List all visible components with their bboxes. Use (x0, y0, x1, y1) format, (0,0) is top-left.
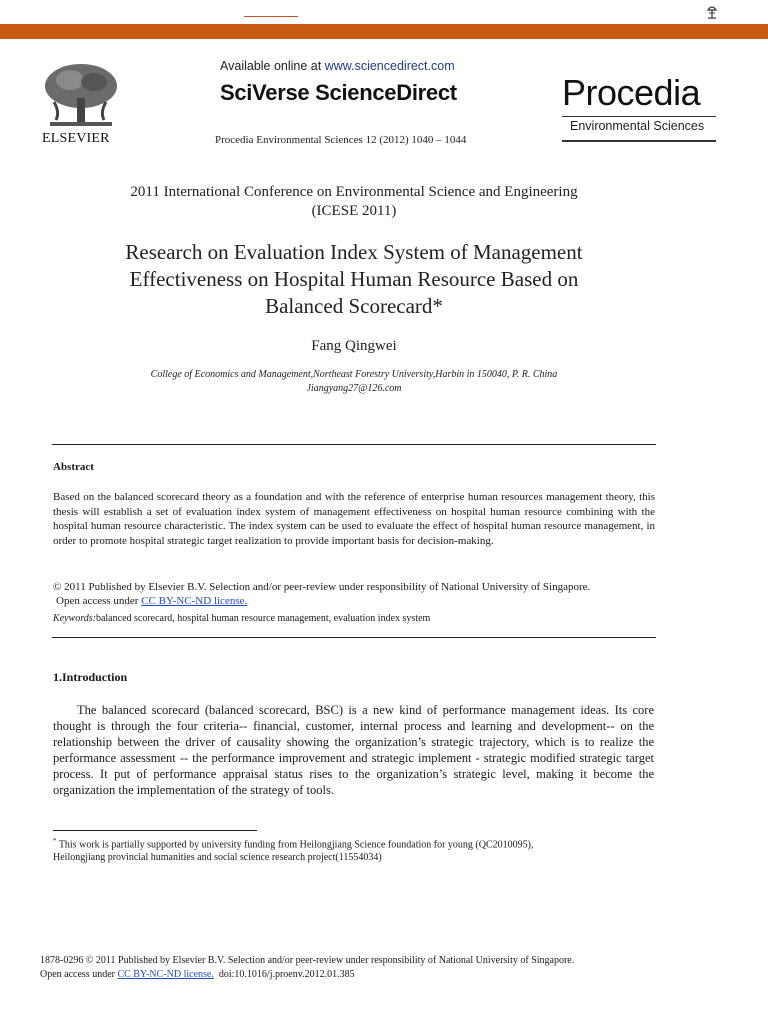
affiliation (40, 368, 668, 396)
procedia-subtitle: Environmental Sciences (570, 119, 705, 133)
accent-bar (0, 24, 768, 39)
paper-title (40, 239, 668, 320)
title-line-3: Balanced Scorecard* (265, 294, 443, 318)
sciencedirect-link[interactable]: www.sciencedirect.com (324, 59, 455, 73)
top-toolbar (0, 0, 768, 24)
footnote (53, 835, 653, 864)
footer-line-2 (40, 968, 680, 982)
conference-line-1: 2011 International Conference on Environmental Science and Engineering (130, 184, 578, 200)
tree-icon[interactable] (702, 2, 722, 22)
footer-license-link[interactable]: CC BY-NC-ND license. (117, 969, 214, 980)
toolbar-underline (244, 16, 298, 17)
author-email: Jiangyang27@126.com (306, 383, 402, 394)
procedia-title: Procedia (562, 72, 701, 113)
intro-heading: 1.Introduction (53, 670, 128, 684)
keywords (53, 613, 663, 624)
keywords-label: Keywords: (53, 613, 96, 624)
abstract-heading: Abstract (53, 461, 94, 473)
footnote-line-1 (53, 835, 653, 851)
title-line-2: Effectiveness on Hospital Human Resource Based on (129, 267, 579, 291)
license-link[interactable]: CC BY-NC-ND license. (141, 594, 248, 607)
procedia-divider (562, 116, 716, 117)
footnote-line-2: Heilongjiang provincial humanities and social science research project(11554034) (53, 852, 382, 864)
footer-open-access-prefix: Open access under (40, 969, 118, 980)
footnote-text-1: This work is partially supported by university funding from Heilongjiang Science foundation for young (QC2010095), (58, 839, 534, 851)
title-line-1: Research on Evaluation Index System of Management (125, 240, 583, 264)
conference-line-2: (ICESE 2011) (311, 203, 397, 219)
affiliation-text: College of Economics and Management,Northeast Forestry University,Harbin in 150040, P. R. China (150, 369, 558, 380)
abstract-copyright (53, 581, 663, 608)
footnote-marker: * (53, 837, 57, 845)
footer-line-1: 1878-0296 © 2011 Published by Elsevier B.V. Selection and/or peer-review under responsibility of National University of Singapore. (40, 955, 575, 966)
author-name: Fang Qingwei (311, 338, 397, 354)
copyright-text: © 2011 Published by Elsevier B.V. Selection and/or peer-review under responsibility of National University of Singapore. (53, 581, 591, 593)
open-access-prefix: Open access under (56, 594, 142, 607)
abstract-bottom-rule (52, 637, 656, 638)
conference-name (40, 183, 668, 221)
page-footer (40, 954, 680, 982)
sciverse-logo: SciVerse ScienceDirect (220, 80, 457, 105)
available-prefix: Available online at (220, 59, 325, 73)
abstract-top-rule (52, 444, 656, 445)
footer-doi: doi:10.1016/j.proenv.2012.01.385 (218, 969, 355, 980)
keywords-text: balanced scorecard, hospital human resource management, evaluation index system (95, 613, 431, 624)
abstract-body: Based on the balanced scorecard theory as a foundation and with the reference of enterprise human resources management theory, this thesis will establish a set of evaluation index system of management effectiveness on hospital human resource combining with the hospital human resource characteristic. The index system can be used to evaluate the effect of hospital human resource management, in order to promote hospital strategic target realization to provide important basis for decision-making. (53, 491, 655, 547)
intro-body: The balanced scorecard (balanced scorecard, BSC) is a new kind of performance management ideas. Its core thought is through the four criteria-- financial, customer, internal process and learning and development-- on the relationship between the driver of causality showing the organization’s strategic trajectory, which is to realize the performance assessment -- the performance improvement and strategic implement - strategic modified strategic target process. It put of performance appraisal status rises to the organization’s strategic level, making it become the organization the implementation of the strategy of tools. (53, 703, 654, 797)
journal-reference: Procedia Environmental Sciences 12 (2012) 1040 – 1044 (215, 134, 467, 146)
available-online (220, 59, 455, 73)
elsevier-tree-logo (40, 62, 122, 128)
footnote-rule (53, 830, 257, 831)
open-access-line (53, 595, 663, 609)
publisher-name: ELSEVIER (42, 131, 110, 146)
procedia-divider-bottom (562, 140, 716, 142)
